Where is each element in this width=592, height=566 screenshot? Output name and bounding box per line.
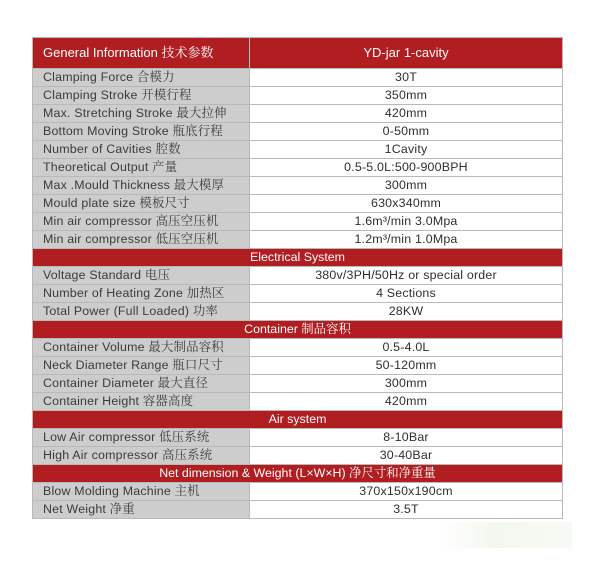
row-value: 420mm <box>250 393 563 411</box>
table-row <box>33 69 563 87</box>
row-value: 3.5T <box>250 501 563 519</box>
row-value: 300mm <box>250 177 563 195</box>
row-label: Total Power (Full Loaded) 功率 <box>33 303 250 321</box>
row-value: 30-40Bar <box>250 447 563 465</box>
row-label: Mould plate size 模板尺寸 <box>33 195 250 213</box>
section-header-dimension <box>33 465 563 483</box>
table-row <box>33 267 563 285</box>
row-label: Min air compressor 低压空压机 <box>33 231 250 249</box>
section-title: Net dimension & Weight (L×W×H) 净尺寸和净重量 <box>33 465 563 483</box>
row-label: Blow Molding Machine 主机 <box>33 483 250 501</box>
row-label: Voltage Standard 电压 <box>33 267 250 285</box>
row-value: 0-50mm <box>250 123 563 141</box>
row-value: 0.5-5.0L:500-900BPH <box>250 159 563 177</box>
row-label: Low Air compressor 低压系统 <box>33 429 250 447</box>
table-row <box>33 375 563 393</box>
section-header-air <box>33 411 563 429</box>
row-label: Container Diameter 最大直径 <box>33 375 250 393</box>
table-row <box>33 339 563 357</box>
row-label: Number of Cavities 腔数 <box>33 141 250 159</box>
row-label: Container Height 容器高度 <box>33 393 250 411</box>
table-row <box>33 231 563 249</box>
row-label: Min air compressor 高压空压机 <box>33 213 250 231</box>
section-header-container <box>33 321 563 339</box>
row-label: Net Weight 净重 <box>33 501 250 519</box>
spec-table <box>32 37 563 519</box>
table-row <box>33 123 563 141</box>
row-value: 0.5-4.0L <box>250 339 563 357</box>
table-row <box>33 483 563 501</box>
row-value: 30T <box>250 69 563 87</box>
table-row <box>33 447 563 465</box>
row-value: 420mm <box>250 105 563 123</box>
background-decoration <box>442 522 572 548</box>
row-label: Max. Stretching Stroke 最大拉伸 <box>33 105 250 123</box>
section-header-electrical <box>33 249 563 267</box>
table-row <box>33 303 563 321</box>
table-row <box>33 87 563 105</box>
row-value: 28KW <box>250 303 563 321</box>
table-row <box>33 429 563 447</box>
table-row <box>33 357 563 375</box>
header-title: General Information 技术参数 <box>33 38 250 69</box>
row-label: Bottom Moving Stroke 瓶底行程 <box>33 123 250 141</box>
row-value: 50-120mm <box>250 357 563 375</box>
row-value: 630x340mm <box>250 195 563 213</box>
section-title: Air system <box>33 411 563 429</box>
model-title: YD-jar 1-cavity <box>250 38 563 69</box>
row-value: 4 Sections <box>250 285 563 303</box>
section-title: Electrical System <box>33 249 563 267</box>
row-value: 300mm <box>250 375 563 393</box>
row-value: 1.6m³/min 3.0Mpa <box>250 213 563 231</box>
row-label: High Air compressor 高压系统 <box>33 447 250 465</box>
table-row <box>33 195 563 213</box>
row-value: 370x150x190cm <box>250 483 563 501</box>
table-row <box>33 393 563 411</box>
row-label: Number of Heating Zone 加热区 <box>33 285 250 303</box>
table-row <box>33 213 563 231</box>
row-label: Neck Diameter Range 瓶口尺寸 <box>33 357 250 375</box>
table-row <box>33 501 563 519</box>
row-value: 380v/3PH/50Hz or special order <box>250 267 563 285</box>
row-label: Max .Mould Thickness 最大模厚 <box>33 177 250 195</box>
row-label: Theoretical Output 产量 <box>33 159 250 177</box>
table-row <box>33 105 563 123</box>
table-row <box>33 141 563 159</box>
row-value: 350mm <box>250 87 563 105</box>
row-label: Clamping Stroke 开模行程 <box>33 87 250 105</box>
row-label: Container Volume 最大制品容积 <box>33 339 250 357</box>
header-row <box>33 38 563 69</box>
table-row <box>33 285 563 303</box>
row-value: 1.2m³/min 1.0Mpa <box>250 231 563 249</box>
table-row <box>33 177 563 195</box>
row-value: 8-10Bar <box>250 429 563 447</box>
row-value: 1Cavity <box>250 141 563 159</box>
section-title: Container 制品容积 <box>33 321 563 339</box>
table-row <box>33 159 563 177</box>
row-label: Clamping Force 合模力 <box>33 69 250 87</box>
